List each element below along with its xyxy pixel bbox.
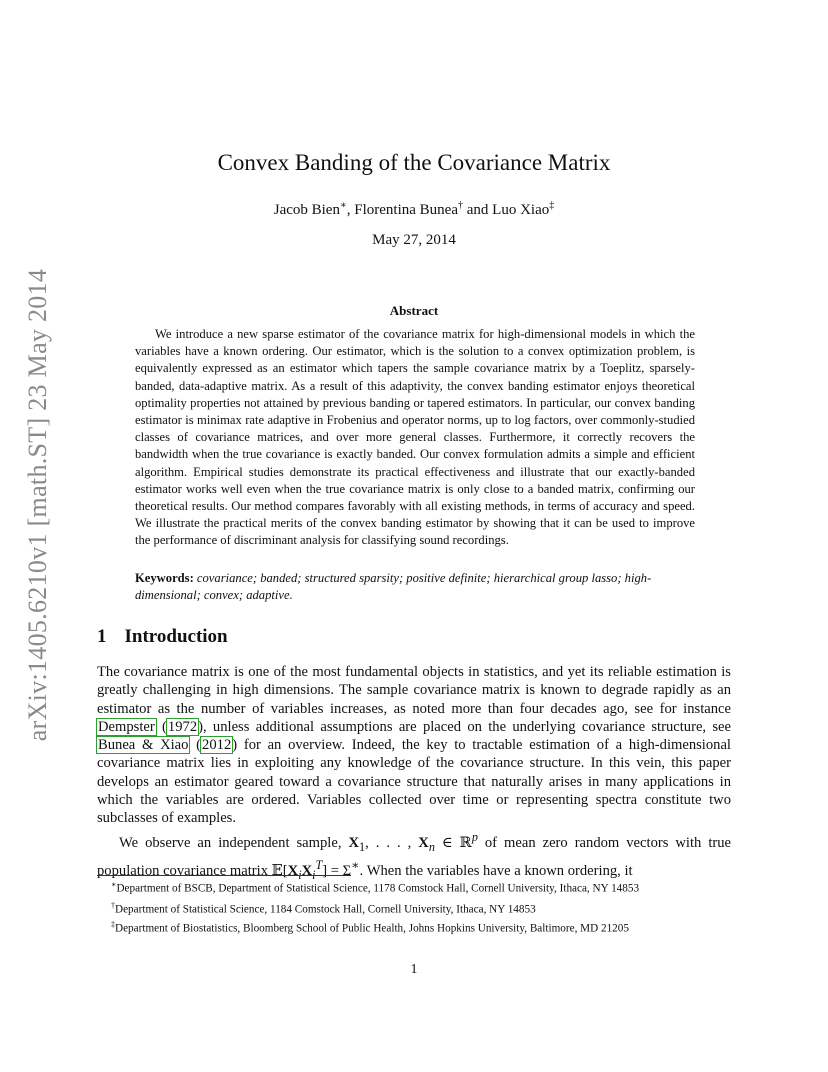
math-expression: $X_1$, . . . , $X_n$ ∈ ℝ$^p$ xyxy=(348,829,478,854)
footnote-rule xyxy=(97,875,351,876)
abstract-body: We introduce a new sparse estimator of the covariance matrix for high-dimensional models in which the variables have a known ordering. Our estimator, which is the solution to a convex optimization problem, is equivalently expressed as an estimator which tapers the sample covariance matrix by a Toeplitz, sparsely-banded, data-adaptive matrix. As a result of this adaptivity, the convex banding estimator enjoys theoretical optimality properties not attained by previous banding or tapered estimators. In particular, our convex banding estimator is minimax rate adaptive in Frobenius and operator norms, up to log factors, over commonly-studied classes of covariance matrices, and over more general classes. Furthermore, it correctly recovers the bandwidth when the true covariance is exactly banded. Our convex formulation admits a simple and efficient algorithm. Empirical studies demonstrate its practical effectiveness and illustrate that our exactly-banded estimator works well even when the true covariance matrix is only close to a banded matrix, confirming our theoretical results. Our method compares favorably with all existing methods, in terms of accuracy and speed. We illustrate the practical merits of the convex banding estimator by showing that it can be used to improve the performance of discriminant analysis for classifying sound recordings. xyxy=(135,327,695,548)
author-mark[interactable]: † xyxy=(458,200,463,211)
footnote: †Department of Statistical Science, 1184 Comstock Hall, Cornell University, Ithaca, NY 14853 xyxy=(111,901,536,917)
keywords xyxy=(135,570,695,604)
section-title: Introduction xyxy=(124,626,228,647)
paragraph: The covariance matrix is one of the most fundamental objects in statistics, and yet its reliable estimation is greatly challenging in high dimensions. The sample covariance matrix is known to degrade rapidly as an estimator as the number of variables increases, as noted more than four decades ago, see for instance Dempster (1972), unless additional assumptions are placed on the underlying covariance structure, see Bunea & Xiao (2012) for an overview. Indeed, the key to tractable estimation of a high-dimensional covariance matrix lies in exploiting any knowledge of the covariance structure. In this vein, this paper develops an estimator geared toward a covariance structure that naturally arises in many applications in which the variables are ordered. Variables collected over time or representing spectra constitute two subclasses of examples. xyxy=(97,664,731,827)
keywords-list: covariance; banded; structured sparsity; positive definite; hierarchical group lasso; high-dimensional; convex; adaptive. xyxy=(135,571,652,603)
paper-date: May 27, 2014 xyxy=(372,232,456,248)
paper-title: Convex Banding of the Covariance Matrix xyxy=(217,150,611,175)
section-heading xyxy=(97,626,228,648)
introduction-text xyxy=(97,663,731,884)
keywords-label: Keywords: xyxy=(135,571,194,585)
author-mark[interactable]: ∗ xyxy=(339,200,347,211)
author-mark[interactable]: ‡ xyxy=(549,200,555,211)
author-name: Florentina Bunea xyxy=(354,202,458,218)
author-name: Jacob Bien xyxy=(273,202,340,218)
footnote: ∗Department of BSCB, Department of Statistical Science, 1178 Comstock Hall, Cornell University, Ithaca, NY 14853 xyxy=(111,880,640,895)
citation-link[interactable]: Dempster xyxy=(98,718,155,735)
abstract-heading: Abstract xyxy=(389,303,439,318)
footnote: ‡Department of Biostatistics, Bloomberg School of Public Health, Johns Hopkins University, Baltimore, MD 21205 xyxy=(111,919,629,935)
citation-link[interactable]: Bunea & Xiao xyxy=(98,737,189,754)
author-name: Luo Xiao xyxy=(492,202,550,218)
author-line: Jacob Bien∗, Florentina Bunea† and Luo Xiao‡ xyxy=(273,200,555,218)
arxiv-identifier: arXiv:1405.6210v1 [math.ST] 23 May 2014 xyxy=(23,268,52,742)
citation-link[interactable]: 1972 xyxy=(167,718,198,735)
footnotes xyxy=(97,878,731,936)
citation-link[interactable]: 2012 xyxy=(202,737,232,754)
paragraph: We observe an independent sample, $X_1$, . . . , $X_n$ ∈ ℝ$^p$ of mean zero random vectors with true population covariance matrix $𝔼[X_iX_i^T] = \Sigma^∗$. When the variables have a known ordering, it xyxy=(97,829,732,882)
arxiv-sidebar xyxy=(22,270,54,740)
page-number: 1 xyxy=(410,962,418,977)
section-number: 1 xyxy=(97,626,107,647)
math-expression: $𝔼[X_iX_i^T] = \Sigma^∗$ xyxy=(271,857,360,882)
